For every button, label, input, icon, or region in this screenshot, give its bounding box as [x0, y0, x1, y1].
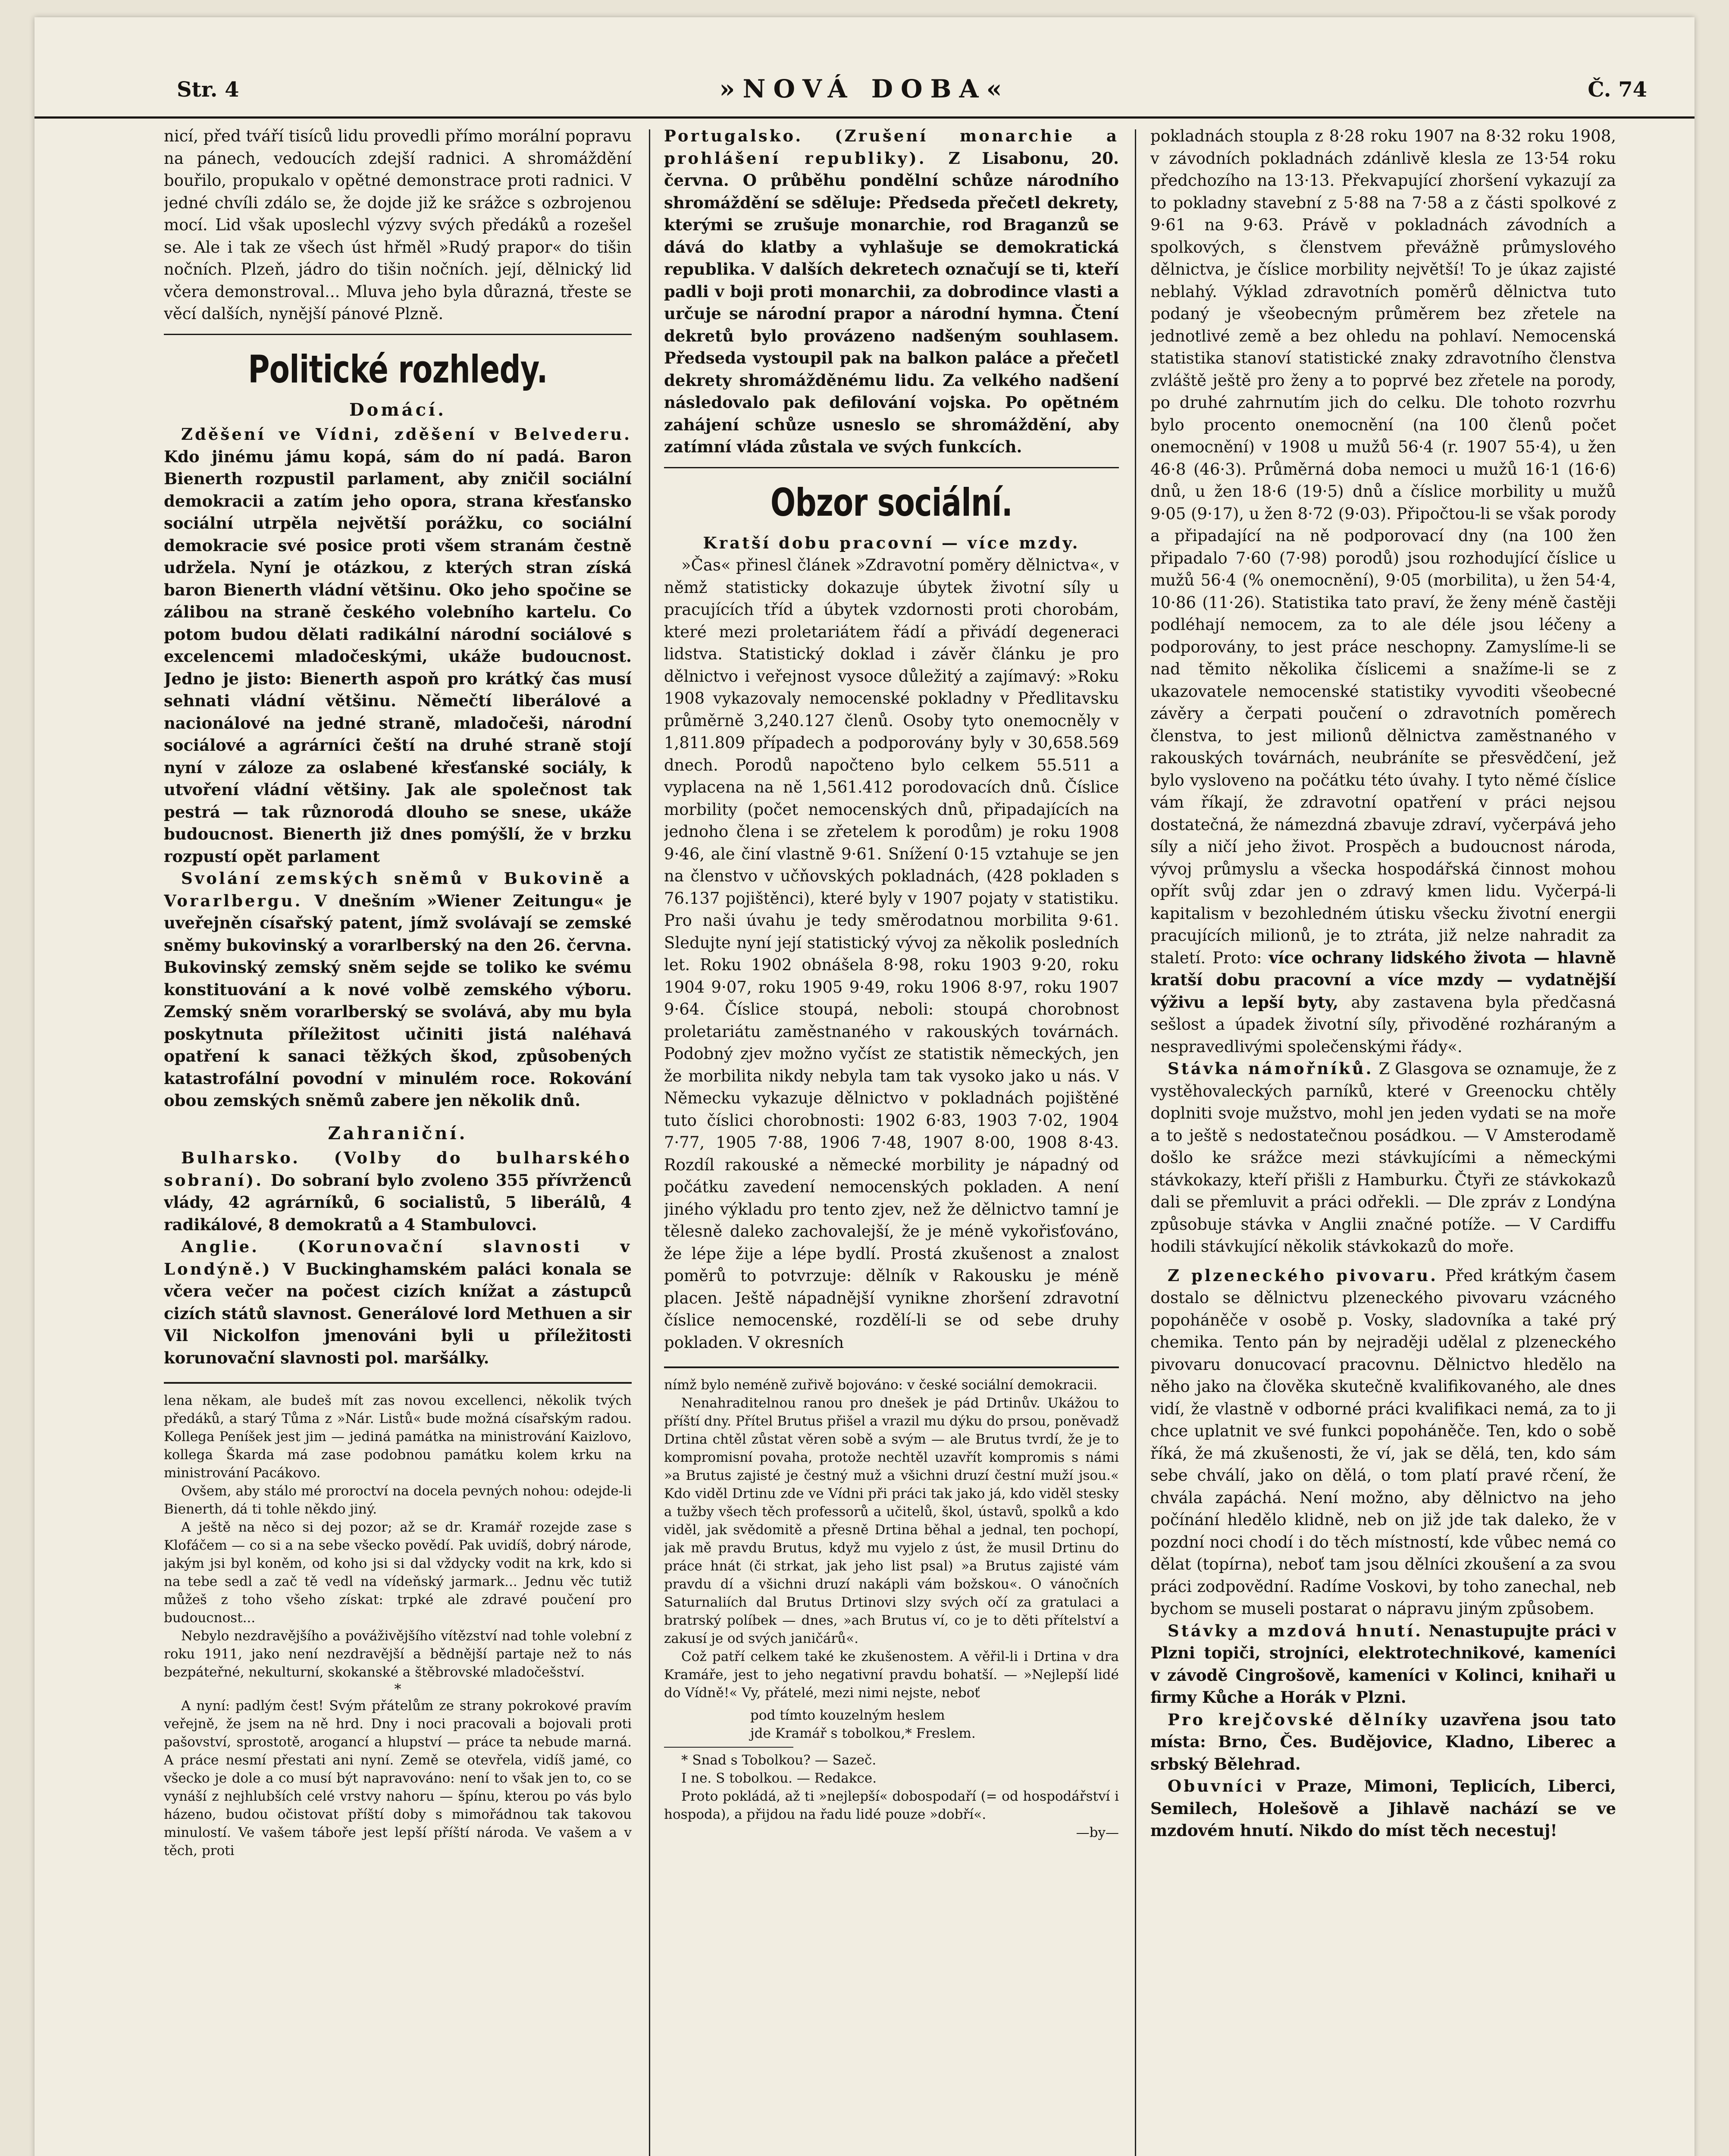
- article-strikes: [1150, 1620, 1616, 1709]
- article-strikes-head: Stávky a mzdová hnutí.: [1168, 1621, 1423, 1640]
- article-shoemakers: [1150, 1775, 1616, 1842]
- column-rule-2: [1135, 129, 1136, 2156]
- article-vienna-head: Zděšení ve Vídni, zděšení v Belvederu.: [181, 425, 632, 444]
- feuilleton-para: Nebylo nezdravějšího a pováživějšího vítězství nad tohle volební z roku 1911, jako není nezdravější a bědnější partaje než to nás bezpáteřné, nekulturní, skokanské a štěbrovské mladočešství.: [164, 1628, 632, 1680]
- footnote-rule: [664, 1747, 793, 1748]
- page-header: [34, 65, 1695, 119]
- article-strikes-body: Nenastupujte práci v Plzni topiči, strojníci, elektrotechnikové, kameníci v závodě Cingrošově, kameníci v Kolinci, knihaři u firmy Kůche a Horák v Plzni.: [1150, 1621, 1616, 1707]
- feuilleton-para: Nenahraditelnou ranou pro dnešek je pád Drtinův. Ukážou to příští dny. Přítel Brutus přišel a vrazil mu dýku do prsou, poněvadž Drtina chtěl zůstat věren sobě a svým — ale Brutus tvrdí, že je to kompromisní povaha, protože nechtěl uzavřít kompromis s námi »a Brutus zajisté je čestný muž a všichni druzí čestní muží jsou.« Kdo viděl Drtinu zde ve Vídni při práci tak jako já, kdo viděl stesky a tužby všech těch professorů a učitelů, škol, ústavů, spolků a kdo viděl, jak svědomitě a přesně Drtina běhal a jednal, ten pochopí, jak mě pravdu Brutus, když mu vyjelo z úst, že musil Drtinu do práce hnát (či strkat, jak jeho list psal) »a Brutus zajisté vám pravdu dí a všichni druzí nakápli vám božskou«. O vánočních Saturnaliích dal Brutus Drtinovi slzy svých očí za gratulaci a bratrský políbek — dnes, »ach Brutus ví, co je to děti přítelství a zakusí je od svých janičárů«.: [664, 1395, 1119, 1646]
- divider: [664, 467, 1119, 468]
- article-sailors-head: Stávka námořníků.: [1168, 1059, 1374, 1078]
- article-portugal-head: Portugalsko. (Zrušení monarchie a prohlášení republiky).: [664, 126, 1119, 168]
- article-diets-body: V dnešním »Wiener Zeitungu« je uveřejněn císařský patent, jímž svolávají se zemské sněmy bukovinský a vorarlberský na den 26. června. Bukovinský zemský sněm sejde se toliko ke svému konstituování a k nové volbě zemského výboru. Zemský sněm vorarlberský se svolává, aby mu byla poskytnuta příležitost učiniti jistá naléhavá opatření k sanaci těžkých škod, způsobených katastrofální povodní v minulém roce. Rokování obou zemských sněmů zabere jen několik dnů.: [164, 891, 632, 1110]
- article-sailors-body: Z Glasgova se oznamuje, že z vystěhovaleckých parníků, které v Greenocku chtěly doplniti svoje mužstvo, mohl jen jeden vydati se na moře a to ještě s nedostatečnou posádkou. — V Amsterodamě došlo ke srážce mezi stávkujícími a německými stávkokazy, kteří přišli z Hamburku. Čtyři ze stávkokazů dali se přemluvit a práci odřekli. — Dle zpráv z Londýna způsobuje stávka v Anglii značné potíže. — V Cardiffu hodili stávkující několik stávkokazů do moře.: [1150, 1059, 1616, 1256]
- article-statistics-tail: aby zastavena byla předčasná sešlost a úpadek životní síly, přivoděné rozháraným a nespravedlivými společenskými řády«.: [1150, 993, 1616, 1056]
- article-england: [164, 1236, 632, 1369]
- article-vienna: [164, 423, 632, 868]
- article-brewery-body: Před krátkým časem dostalo se dělnictvu plzeneckého pivovaru vzácného popoháněče v osobě p. Vosky, sladovníka a také prý chemika. Tento pán by nejraději udělal z plzeneckého pivovaru donucovací pracovnu. Dělnictvo hledělo na něho jako na člověka skutečně kvalifikovaného, ale dnes vidí, že vlastně v odborné práci kvalifikaci nemá, za to ji chce uplatnit ve své funkci popoháněče. Ten, kdo o sobě říká, že má zkušenosti, že ví, jak se dělá, ten, kdo sám sebe chválí, jako on dělá, o tom platí pravé rčení, že chvála zapáchá. Není možno, aby dělnictvo na jeho počínání hledělo klidně, neb on již jde tak daleko, že v pozdní noci chodí i do těch místností, kde vůbec nemá co dělat (topírna), neboť tam jsou dělníci zkoušení a za svou práci zodpovědní. Radíme Voskovi, by toho zanechal, neb bychom se museli postarat o nápravu jiným způsobem.: [1150, 1266, 1616, 1618]
- article-sailors: [1150, 1058, 1616, 1258]
- article-tailors-head: Pro krejčovské dělníky: [1168, 1710, 1429, 1729]
- newspaper-page: [34, 17, 1695, 2156]
- column-1: [164, 125, 632, 2156]
- article-bulgaria: [164, 1147, 632, 1236]
- feuilleton-col2: [664, 1376, 1119, 1842]
- page-number: Str. 4: [177, 78, 239, 102]
- article-tailors-body: uzavřena jsou tato místa: Brno, Čes. Budějovice, Kladno, Liberec a srbský Bělehrad.: [1150, 1710, 1616, 1774]
- article-england-head: Anglie. (Korunovační slavnosti v Londýně.): [164, 1237, 632, 1279]
- feuilleton-col1: [164, 1391, 632, 1860]
- article-portugal: [664, 125, 1119, 458]
- article-diets: [164, 868, 632, 1112]
- article-brewery-head: Z plzeneckého pivovaru.: [1168, 1266, 1438, 1285]
- article-brewery: [1150, 1265, 1616, 1620]
- column-3: [1150, 125, 1616, 2156]
- article-bulgaria-body: Do sobraní bylo zvoleno 355 přívrženců vlády, 42 agrárníků, 6 socialistů, 5 liberálů, 4 radikálové, 8 demokratů a 4 Stambulovci.: [164, 1170, 632, 1234]
- feuilleton-para: Což patří celkem také ke zkušenostem. A věřil-li i Drtina v dra Kramáře, jest to jeho negativní pravdu bohatší. — »Nejlepší lidé do Vídně!« Vy, přátelé, mezi nimi nejste, neboť: [664, 1649, 1119, 1701]
- masthead-title: »NOVÁ DOBA«: [719, 74, 1010, 103]
- article-vienna-body: Kdo jinému jámu kopá, sám do ní padá. Baron Bienerth rozpustil parlament, aby zničil sociální demokracii a zatím jeho opora, strana křesťansko sociální utrpěla největší porážku, co sociální demokracie své posice proti všem stranám čestně udržela. Nyní je otázkou, z kterých stran získá baron Bienerth vládní většinu. Oko jeho spočine se zálibou na straně českého volebního kartelu. Co potom budou dělati radikální národní sociálové s excelencemi mladočeskými, ukáže budoucnost. Jedno je jisto: Bienerth aspoň pro krátký čas musí sehnati vládní většinu. Němečtí liberálové a nacionálové na jedné straně, mladočeši, národní sociálové a agrárníci čeští na druhé straně stojí nyní v záloze za oslabené křesťanské sociály, k utvoření vládní většiny. Jak ale společnost tak pestrá — tak různorodá dlouho se snese, ukáže budoucnost. Bienerth již dnes pomýšlí, že v brzku rozpustí opět parlament: [164, 447, 632, 866]
- article-portugal-body: Z Lisabonu, 20. června. O průběhu pondělní schůze národního shromáždění se sděluje: Předseda přečetl dekrety, kterými se zrušuje monarchie, rod Braganzů se dává do klatby a vyhlašuje se demokratická republika. V dalších dekretech označují se ti, kteří padli v boji proti monarchii, za dobrodince vlasti a určuje se národní prapor a národní hymna. Čtení dekretů bylo provázeno nadšeným souhlasem. Předseda vystoupil pak na balkon paláce a přečetl dekrety shromážděnému lidu. Za velkého nadšení následovalo pak defilování vojska. Po opětném zahájení schůze usneslo se shromáždění, aby zatímní vláda zůstala ve svých funkcích.: [664, 148, 1119, 456]
- article-bulgaria-head: Bulharsko. (Volby do bulharského sobraní).: [164, 1148, 632, 1190]
- separator-star: *: [394, 1681, 401, 1697]
- verse-line: jde Kramář s tobolkou,* Freslem.: [750, 1726, 976, 1741]
- feuilleton-para: nímž bylo neméně zuřivě bojováno: v české sociální demokracii.: [664, 1377, 1098, 1393]
- column-rule-1: [649, 129, 650, 2156]
- divider: [664, 1366, 1119, 1368]
- article-statistics-cont: [1150, 125, 1616, 1058]
- feuilleton-para: A nyní: padlým čest! Svým přátelům ze strany pokrokové pravím veřejně, že jsem na ně hrd. Dny i noci pracovali a bojovali proti pašovství, sprostotě, arogancí a hlupství — práce ta nebude marná. A práce nesmí přestati ani nyní. Země se otevřela, vidíš jamé, co všecko je dole a co musí být napravováno: není to však jen to, co se vynáší z nejhlubších celé vrstvy nahoru — špínu, kterou po vás bylo házeno, budou očistovat příští doby s mimořádnou tak takovou minulostí. Ve vašem táboře jest lepší příští národa. Ve vašem a v těch, proti: [164, 1698, 632, 1858]
- divider: [164, 334, 632, 335]
- article-diets-head: Svolání zemských sněmů v Bukovině a Vorarlbergu.: [164, 869, 632, 910]
- feuilleton-para: lena někam, ale budeš mít zas novou excellenci, několik tvých předáků, a starý Tůma z »Nár. Listů« bude možná císařským radou. Kollega Peníšek jest jim — jediná památka na ministrování Kaizlovo, kollega Škarda má zase podobnou památku kolem krku na ministrování Pacákovo.: [164, 1393, 632, 1481]
- article-tailors: [1150, 1709, 1616, 1776]
- feuilleton-para: A ještě na něco si dej pozor; až se dr. Kramář rozejde zase s Klofáčem — co si a na sebe všecko povědí. Pak uvidíš, dobrý národe, jakým jsi byl koněm, od koho jsi si dal vždycky vodit na krk, kdo si na tebe sedl a zač tě vedl na vídeňský jarmark... Jednu věc tutiž můžeš z toho všeho získat: trpké ale zdravé poučení pro budoucnost...: [164, 1520, 632, 1626]
- footnote: I ne. S tobolkou. — Redakce.: [681, 1771, 877, 1786]
- subsection-foreign: Zahraniční.: [328, 1123, 468, 1144]
- section-title-social: Obzor sociální.: [770, 480, 1013, 525]
- column-2: [664, 125, 1119, 2156]
- article-workday-body: »Čas« přinesl článek »Zdravotní poměry dělnictva«, v němž statisticky dokazuje úbytek životní síly u pracujících tříd a úbytek vzdornosti proti chorobám, které mezi proletariátem řádí a přivádí degeneraci lidstva. Statistický doklad i závěr článku je pro dělnictvo i veřejnost vysoce důležitý a zajímavý: »Roku 1908 vykazovaly nemocenské pokladny v Předlitavsku průměrně 3,240.127 členů. Osoby tyto onemocněly v 1,811.809 případech a podporovány byly v 30,658.569 dnech. Porodů napočteno bylo celkem 55.511 a vyplacena na ně 1,561.412 porodovacích dnů. Číslice morbility (počet nemocenských dnů, připadajících na jednoho člena i se zřetelem k porodům) je roku 1908 9·46, ale činí vlastně 9·61. Snížení 0·15 vztahuje se jen na členstvo v učňovských pokladnách, (428 pokladen s 76.137 pojištěnci), které byly v 1907 pojaty v statistiku. Pro naši úvahu je tedy směrodatnou morbilita 9·61. Sledujte nyní její statistický vývoj za několik posledních let. Roku 1902 obnášela 8·98, roku 1903 9·20, roku 1904 9·07, roku 1905 9·49, roku 1906 8·97, roku 1907 9·64. Číslice stoupá, neboli: stoupá chorobnost proletariátu zaměstnaného v rakouských továrnách. Podobný zjev možno vyčíst ze statistik německých, jen že morbilita nikdy nebyla tam tak vysoko jako u nás. V Německu vykazuje dělnictvo v pokladnách pojištěné tuto číslici chorobnosti: 1902 6·83, 1903 7·02, 1904 7·77, 1905 7·88, 1906 7·48, 1907 8·00, 1908 8·43. Rozdíl rakouské a německé morbility je nápadný od počátku zavedení nemocenských pokladen. A není jiného výkladu pro tento zjev, než že dělnictvo tamní je tělesně daleko zachovalejší, že je méně vykořisťováno, že lépe žije a lépe bydlí. Prostá zkušenost a znalost poměrů to potvrzuje: dělník v Rakousku je méně placen. Ještě nápadnější vynikne zhoršení zdravotní číslice nemocenské, rozdělí-li se od sebe druhy pokladen. V okresních: [664, 556, 1119, 1352]
- signature: —by—: [1076, 1825, 1119, 1840]
- feuilleton-para: Proto pokládá, až ti »nejlepší« dobospodaří (= od hospodářství i hospoda), a přijdou na řadu lidé pouze »dobří«.: [664, 1789, 1119, 1822]
- subsection-domestic: Domácí.: [349, 399, 447, 420]
- footnote: * Snad s Tobolkou? — Sazeč.: [681, 1752, 877, 1768]
- article-statistics-demand: více ochrany lidského života — hlavně kratší dobu pracovní a více mzdy — vydatnější výživu a lepší byty,: [1150, 948, 1616, 1012]
- article-workday-head: Kratší dobu pracovní — více mzdy.: [703, 533, 1080, 552]
- article-statistics-body: pokladnách stoupla z 8·28 roku 1907 na 8·32 roku 1908, v závodních pokladnách zdánlivě klesla ze 13·54 roku předchozího na 13·13. Překvapující zhoršení vykazují za to pokladny stavební z 5·88 na 7·58 a z části spolkové z 9·61 na 9·63. Právě v pokladnách závodních a spolkových, s členstvem převážně průmyslového dělnictva, je číslice morbility největší! To je úkaz zajisté neblahý. Výklad zdravotních poměrů dělnictva tuto podaný je všeobecným průměrem bez zřetele na jednotlivé země a bez ohledu na pohlaví. Nemocenská statistika stanoví statistické znaky zdravotního členstva zvláště ještě pro ženy a to poprvé bez zřetele na porody, po druhé zahrnutím jich do celku. Dle tohoto rozvrhu bylo procento onemocnění (na 100 členů počet onemocnění) v 1908 u mužů 56·4 (r. 1907 55·4), u žen 46·8 (46·3). Průměrná doba nemoci u mužů 16·1 (16·6) dnů, u žen 18·6 (19·5) dnů a číslice morbility u mužů 9·05 (9·17), u žen 8·72 (9·03). Připočtou-li se však porody a připadající na ně podporovací dny (na 100 žen připadalo 7·60 (7·98) porodů) jsou rozhodující číslice u mužů 56·4 (% onemocnění), 9·05 (morbilita), u žen 54·4, 10·86 (11·26). Statistika tato praví, že ženy méně častěji podléhají nemocem, za to ale déle jsou léčeny a podporovány, to jest práce neschopny. Zamyslíme-li se nad těmito několika číslicemi a snažíme-li se z ukazovatele nemocenské statistiky vyvoditi všeobecné závěry a čerpati poučení o zdravotních poměrech členstva, to jest milionů dělnictva zaměstnaného v rakouských továrnách, neubráníte se přesvědčení, jež bylo vysloveno na počátku této úvahy. I tyto němé číslice vám říkají, že zdravotní opatření v práci nejsou dostatečná, že námezdná zbavuje zdraví, vyčerpává jeho síly a ničí jeho život. Prospěch a budoucnost národa, vývoj průmyslu a všecka hospodářská činnost mohou opřít svůj zdar jen o zdravý kmen lidu. Vyčerpá-li kapitalism v bezohledném útisku všecku životní energii pracujících milionů, je to ztráta, již nelze nahradit za staletí. Proto:: [1150, 127, 1616, 967]
- feuilleton-para: Ovšem, aby stálo mé proroctví na docela pevných nohou: odejde-li Bienerth, dá ti tohle někdo jiný.: [164, 1483, 632, 1517]
- article-plzen-end: nicí, před tváří tisíců lidu provedli přímo morální popravu na pánech, vedoucích zdejší radnici. A shromáždění bouřilo, propukalo v opětné demonstrace proti radnici. V jedné chvíli zdálo se, že dojde již ke srážce s ozbrojenou mocí. Lid však uposlechl výzvy svých předáků a rozešel se. Ale i tak ze všech úst hřměl »Rudý prapor« do tišin nočních. Plzeň, jádro do tišin nočních. její, dělnický lid včera demonstroval... Mluva jeho byla důrazná, třeste se věcí dalších, nynější pánové Plzně.: [164, 127, 632, 323]
- section-title-political: Politické rozhledy.: [248, 347, 548, 392]
- issue-number: Č. 74: [1588, 78, 1647, 102]
- article-england-body: V Buckinghamském paláci konala se včera večer na počest cizích knížat a zástupců cizích států slavnost. Generálové lord Methuen a sir Vil Nickolfon jmenováni byli u příležitosti korunovační slavnosti pol. maršálky.: [164, 1259, 632, 1367]
- article-shoemakers-head: Obuvníci: [1168, 1777, 1265, 1796]
- verse-line: pod tímto kouzelným heslem: [750, 1708, 945, 1723]
- divider: [164, 1382, 632, 1384]
- article-shoemakers-body: v Praze, Mimoni, Teplicích, Liberci, Semilech, Holešově a Jihlavě nachází se ve mzdovém hnutí. Nikdo do míst těch necestuj!: [1150, 1777, 1616, 1840]
